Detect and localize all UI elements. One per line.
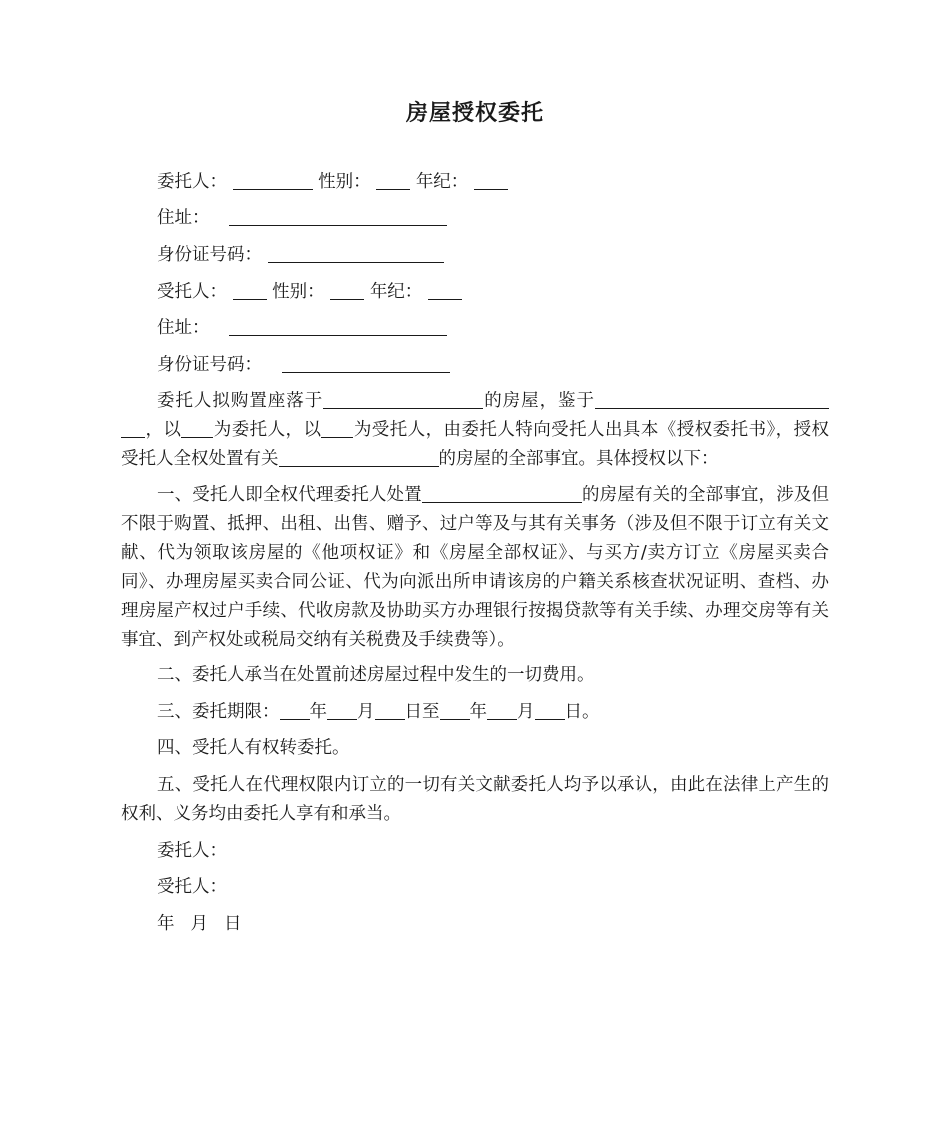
end-day-blank — [535, 701, 565, 720]
agent-age-blank — [428, 281, 462, 300]
principal-address-blank — [229, 207, 447, 226]
principal-id-label: 身份证号码： — [157, 245, 262, 265]
agent-id-label: 身份证号码： — [157, 355, 262, 375]
item-1-text-1: 一、受托人即全权代理委托人处置 — [157, 485, 422, 505]
item-1-text-2: 的房屋有关的全部事宜，涉及但不限于购置、抵押、出租、出售、赠予、过户等及与其有关事务（涉及但不限于订立有关文献、代为领取该房屋的《他项权证》和《房屋全部权证》、与买方/卖方订立《房屋买卖合同》、办理房屋买卖合同公证、代为向派出所申请该房的户籍关系核查状况证明、查档、办理房屋产权过户手续、代收房款及协助买方办理银行按揭贷款等有关手续、办理交房等有关事宜、到产权处或税局交纳有关税费及手续费等）。 — [121, 485, 829, 650]
end-day-label: 日。 — [564, 702, 600, 722]
item-4-paragraph: 四、受托人有权转委托。 — [157, 738, 350, 758]
signature-agent: 受托人： — [157, 877, 227, 897]
principal-gender-label: 性别： — [318, 172, 371, 192]
agent-address-line — [157, 314, 447, 342]
agent-name-blank-2 — [321, 419, 353, 438]
start-day-blank — [375, 701, 405, 720]
intro-text-6: 的房屋的全部事宜。具体授权以下： — [438, 449, 719, 469]
intro-text-1: 委托人拟购置座落于 — [157, 391, 324, 411]
principal-address-line — [157, 204, 447, 232]
signature-date — [157, 910, 242, 938]
property-location-blank — [323, 390, 483, 409]
agent-address-blank — [229, 317, 447, 336]
item-2-paragraph: 二、委托人承当在处置前述房屋过程中发生的一切费用。 — [157, 665, 595, 685]
agent-id-line — [157, 351, 450, 379]
principal-name-blank — [233, 171, 313, 190]
principal-gender-blank — [376, 171, 410, 190]
principal-name-blank-2 — [181, 419, 213, 438]
agent-gender-blank — [330, 281, 364, 300]
item-1-paragraph — [121, 481, 829, 655]
start-month-blank — [327, 701, 357, 720]
agent-gender-label: 性别： — [272, 282, 325, 302]
intro-text-2: 的房屋，鉴于 — [483, 391, 595, 411]
agent-address-label: 住址： — [157, 318, 210, 338]
end-year-blank — [440, 701, 470, 720]
end-month-label: 月 — [517, 702, 535, 722]
principal-label: 委托人： — [157, 172, 227, 192]
sign-year-label: 年 — [157, 914, 175, 934]
agent-age-label: 年纪： — [369, 282, 423, 302]
principal-id-line — [157, 241, 444, 269]
agent-label: 受托人： — [157, 282, 227, 302]
principal-address-label: 住址： — [157, 208, 210, 228]
principal-line — [157, 168, 508, 196]
principal-age-label: 年纪： — [415, 172, 469, 192]
sign-month-label: 月 — [190, 914, 208, 934]
intro-text-4: 为委托人，以 — [213, 420, 322, 440]
item-1-property-blank — [422, 484, 582, 503]
end-month-blank — [487, 701, 517, 720]
start-year-blank — [280, 701, 310, 720]
item-3-prefix: 三、委托期限： — [157, 702, 280, 722]
reason-blank-cont — [121, 419, 145, 438]
signature-principal: 委托人： — [157, 841, 227, 861]
agent-name-blank — [233, 281, 267, 300]
intro-text-3: ，以 — [145, 420, 182, 440]
reason-blank — [595, 390, 829, 409]
agent-id-blank — [282, 354, 450, 373]
intro-text-5: 为受托人，由委托人特向受托人出具本《授权委托书》，授权受托人全权处置有关 — [121, 420, 830, 469]
document-title: 房屋授权委托 — [405, 101, 544, 126]
agent-line — [157, 278, 462, 306]
start-day-label: 日至 — [404, 702, 440, 722]
start-year-label: 年 — [309, 702, 327, 722]
item-5-paragraph: 五、受托人在代理权限内订立的一切有关文献委托人均予以承认，由此在法律上产生的权利、义务均由委托人享有和承当。 — [121, 775, 829, 824]
end-year-label: 年 — [469, 702, 487, 722]
intro-paragraph — [121, 387, 829, 474]
principal-age-blank — [474, 171, 508, 190]
sign-day-label: 日 — [224, 914, 242, 934]
principal-id-blank — [268, 244, 444, 263]
item-3-paragraph — [121, 698, 829, 727]
property-blank-2 — [279, 448, 439, 467]
start-month-label: 月 — [357, 702, 375, 722]
